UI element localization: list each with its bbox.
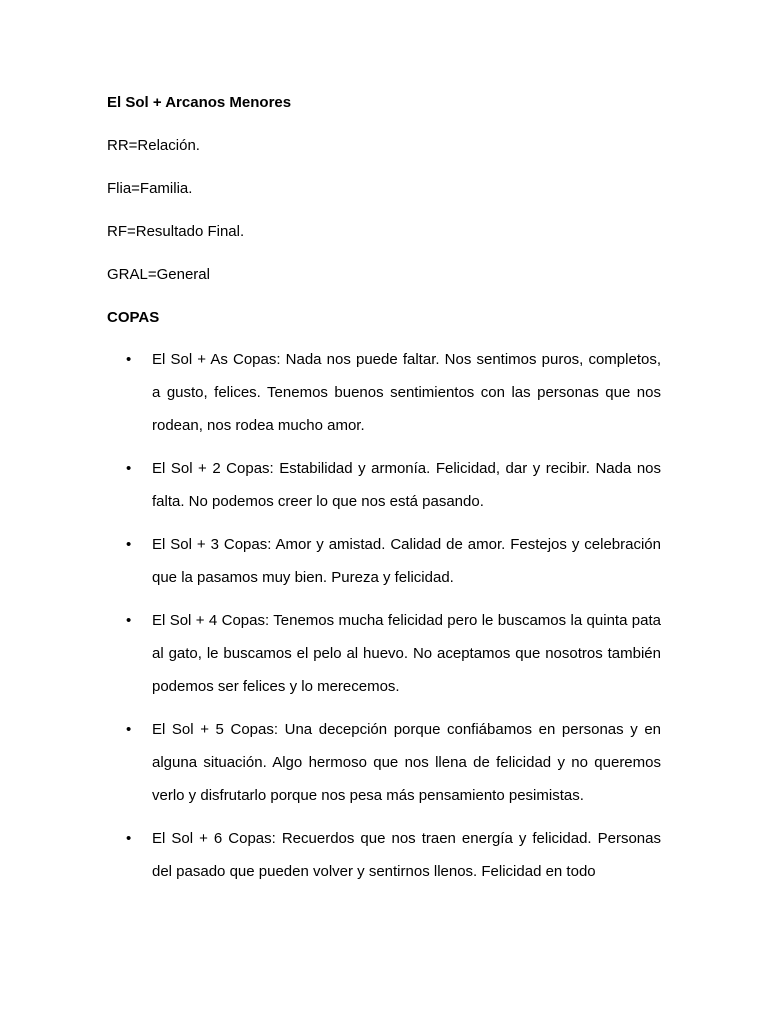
list-item-text: El Sol + As Copas: Nada nos puede faltar. Nos sentimos puros, completos, a gusto, felices. Tenemos buenos sentimientos con las personas que nos rodean, nos rodea mucho amor.: [152, 351, 661, 434]
bullet-icon: •: [126, 830, 132, 847]
document-page: [107, 94, 661, 898]
list-item-text: El Sol + 3 Copas: Amor y amistad. Calidad de amor. Festejos y celebración que la pasamos muy bien. Pureza y felicidad.: [152, 536, 661, 586]
list-item: [107, 822, 661, 888]
definition-flia: Flia=Familia.: [107, 180, 193, 197]
definition-gral: GRAL=General: [107, 266, 210, 283]
list-item-text: El Sol + 2 Copas: Estabilidad y armonía. Felicidad, dar y recibir. Nada nos falta. No podemos creer lo que nos está pasando.: [152, 460, 661, 510]
definition-rf: RF=Resultado Final.: [107, 223, 245, 240]
list-item: [107, 604, 661, 703]
bullet-icon: •: [126, 612, 132, 629]
bullet-icon: •: [126, 536, 132, 553]
copas-list: [107, 343, 661, 888]
document-title: El Sol + Arcanos Menores: [107, 94, 292, 111]
section-heading-copas: COPAS: [107, 309, 160, 326]
list-item: [107, 452, 661, 518]
list-item: [107, 713, 661, 812]
bullet-icon: •: [126, 351, 132, 368]
bullet-icon: •: [126, 721, 132, 738]
list-item-text: El Sol + 4 Copas: Tenemos mucha felicidad pero le buscamos la quinta pata al gato, le buscamos el pelo al huevo. No aceptamos que nosotros también podemos ser felices y lo merecemos.: [152, 612, 661, 695]
list-item: [107, 528, 661, 594]
list-item: [107, 343, 661, 442]
definition-rr: RR=Relación.: [107, 137, 200, 154]
bullet-icon: •: [126, 460, 132, 477]
list-item-text: El Sol + 5 Copas: Una decepción porque confiábamos en personas y en alguna situación. Algo hermoso que nos llena de felicidad y no queremos verlo y disfrutarlo porque nos pesa más pensamiento pesimistas.: [152, 721, 661, 804]
list-item-text: El Sol + 6 Copas: Recuerdos que nos traen energía y felicidad. Personas del pasado que pueden volver y sentirnos llenos. Felicidad en todo: [152, 830, 661, 880]
